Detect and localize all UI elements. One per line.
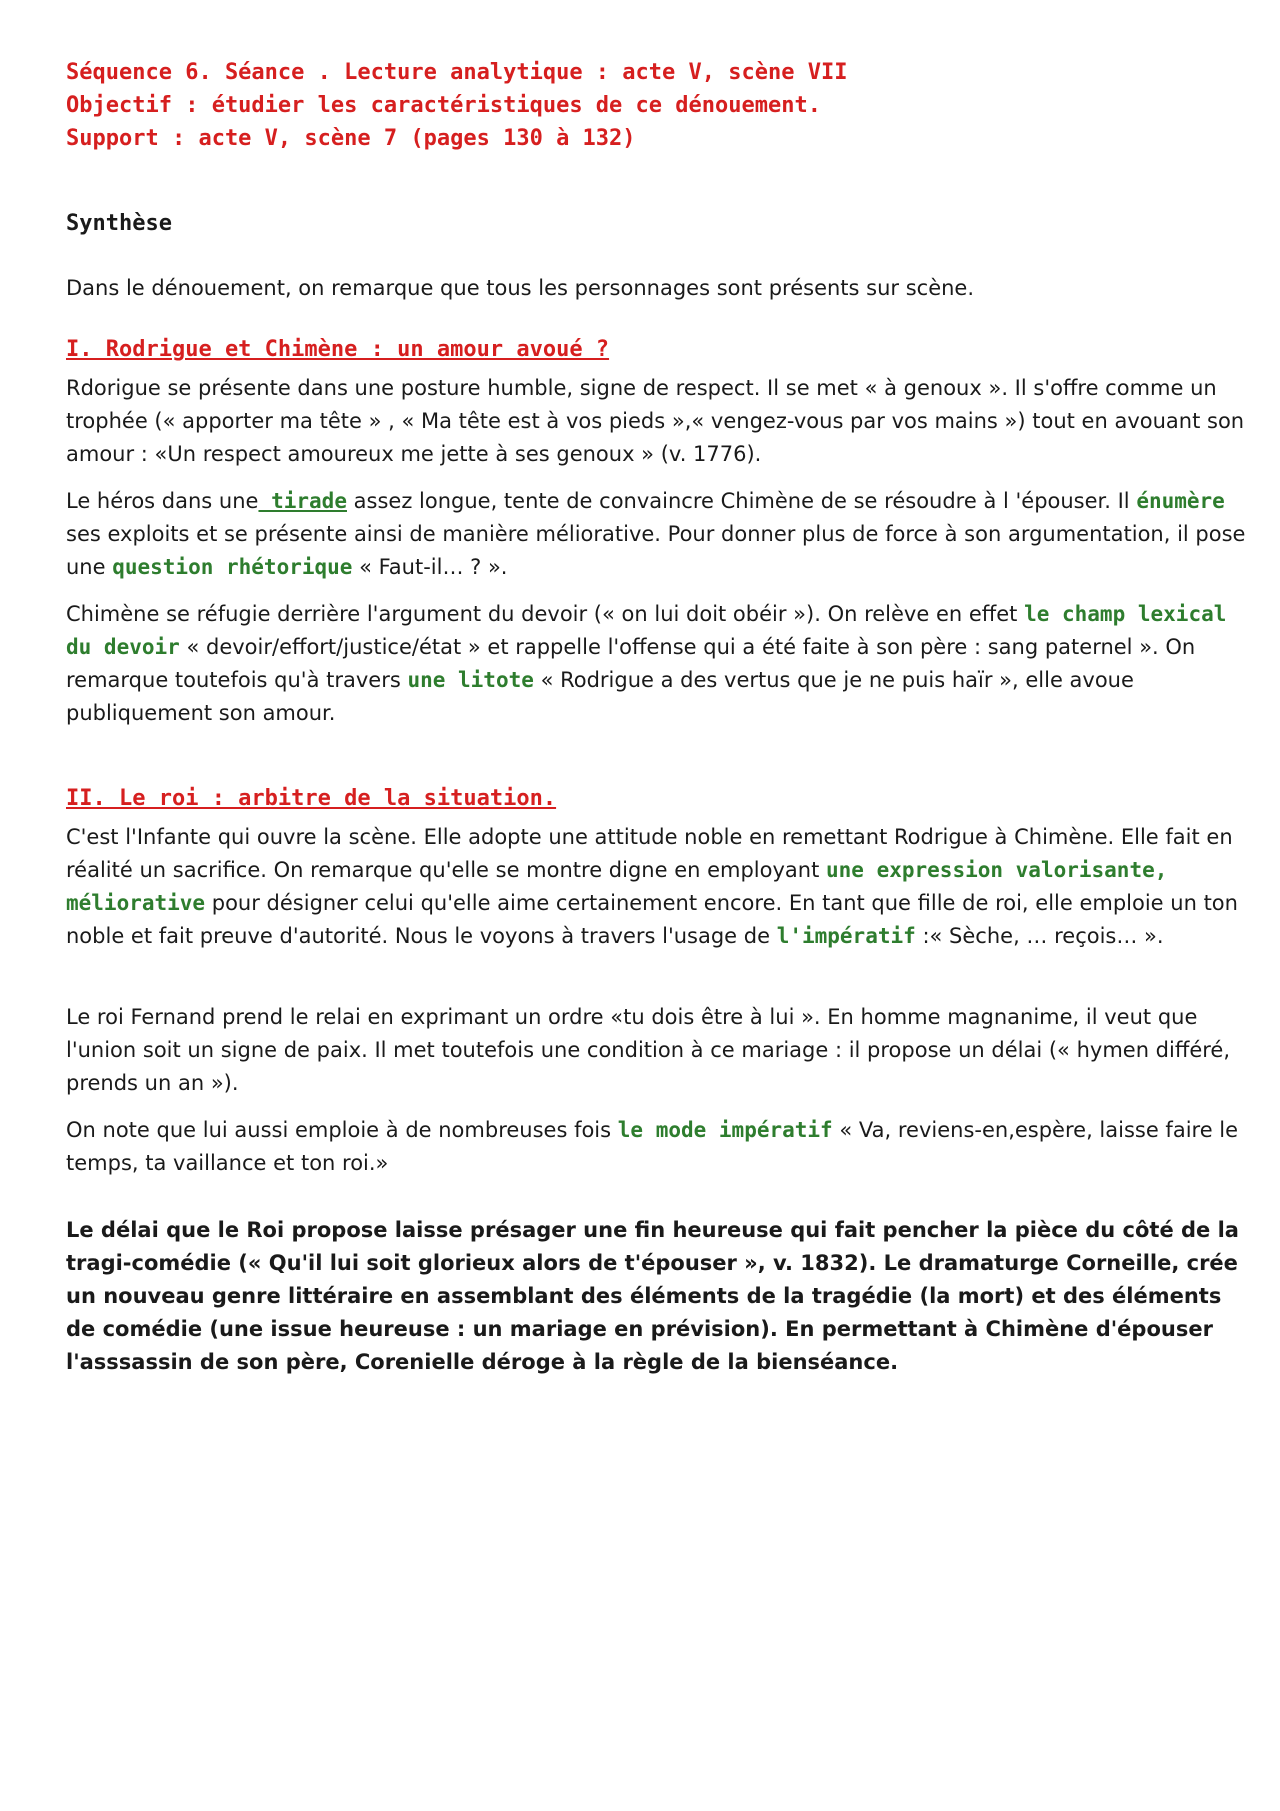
highlight-champ-lexical: le champ lexical du devoir [66,602,1227,659]
section-2-paragraph-2: Le roi Fernand prend le relai en exprimant un ordre «tu dois être à lui ». En homme magnanime, il veut que l'union soit un signe de paix. Il met toutefois une condition à ce mariage : il propose un délai (« hymen différé, prends un an »). [66,1005,1231,1095]
text: C'est l'Infante qui ouvre la scène. Elle adopte une attitude noble en remettant Rodrigue à Chimène. Elle fait en réalité un sacrifice. On remarque qu'elle se montre digne en employant [66,825,1233,882]
text: :« Sèche, … reçois… ». [915,924,1164,948]
section-2-paragraph-3 [66,1114,1246,1180]
text: Chimène se réfugie derrière l'argument du devoir (« on lui doit obéir »). On relève en effet [66,602,1025,626]
text: assez longue, tente de convaincre Chimène de se résoudre à l 'épouser. Il [346,489,1137,513]
highlight-mode-imperatif: le mode impératif [617,1118,833,1142]
text: « devoir/effort/justice/état » et rappelle l'offense qui a été faite à son père : sang paternel ». On remarque toutefois qu'à travers [66,635,1196,692]
section-1-paragraph-2 [66,485,1246,584]
text: Le héros dans une [66,489,259,513]
document-page [66,56,1246,1393]
lesson-header [66,56,1246,155]
section-1-title: I. Rodrigue et Chimène : un amour avoué ? [66,337,610,362]
conclusion-paragraph: Le délai que le Roi propose laisse présager une fin heureuse qui fait pencher la pièce du côté de la tragi-comédie (« Qu'il lui soit glorieux alors de t'épouser », v. 1832). Le dramaturge Corneille, crée un nouveau genre littéraire en assemblant des éléments de la tragédie (la mort) et des éléments de comédie (une issue heureuse : un mariage en prévision). En permettant à Chimène d'épouser l'asssassin de son père, Corenielle déroge à la règle de la bienséance. [66,1218,1239,1374]
synthese-title: Synthèse [66,211,172,236]
highlight-tirade: tirade [258,489,347,513]
text: pour désigner celui qu'elle aime certainement encore. En tant que fille de roi, elle emploie un ton noble et fait preuve d'autorité. Nous le voyons à travers l'usage de [66,891,1238,948]
section-1-paragraph-3 [66,598,1246,730]
header-support: Support : acte V, scène 7 (pages 130 à 132) [66,126,636,151]
highlight-imperatif: l'impératif [776,924,916,948]
synthese-intro: Dans le dénouement, on remarque que tous les personnages sont présents sur scène. [66,276,975,300]
header-sequence: Séquence 6. Séance . Lecture analytique : acte V, scène VII [66,60,848,85]
highlight-litote: une litote [407,668,534,692]
highlight-expression-valorisante: une expression valorisante, méliorative [66,858,1168,915]
text: « Faut-il… ? ». [352,555,508,579]
text: On note que lui aussi emploie à de nombreuses fois [66,1118,618,1142]
text: « Va, reviens-en,espère, laisse faire le temps, ta vaillance et ton roi.» [66,1118,1239,1175]
text: « Rodrigue a des vertus que je ne puis haïr », elle avoue publiquement son amour. [66,668,1134,725]
highlight-question-rhetorique: question rhétorique [112,555,353,579]
section-2-title: II. Le roi : arbitre de la situation. [66,786,557,811]
section-1-paragraph-1: Rdorigue se présente dans une posture humble, signe de respect. Il se met « à genoux ». Il s'offre comme un trophée (« apporter ma tête » , « Ma tête est à vos pieds »,« vengez-vous par vos mains ») tout en avouant son amour : «Un respect amoureux me jette à ses genoux » (v. 1776). [66,376,1245,466]
highlight-enumere: énumère [1136,489,1225,513]
text: ses exploits et se présente ainsi de manière méliorative. Pour donner plus de force à son argumentation, il pose une [66,522,1246,579]
section-2-paragraph-1 [66,821,1246,953]
header-objective: Objectif : étudier les caractéristiques de ce dénouement. [66,93,821,118]
